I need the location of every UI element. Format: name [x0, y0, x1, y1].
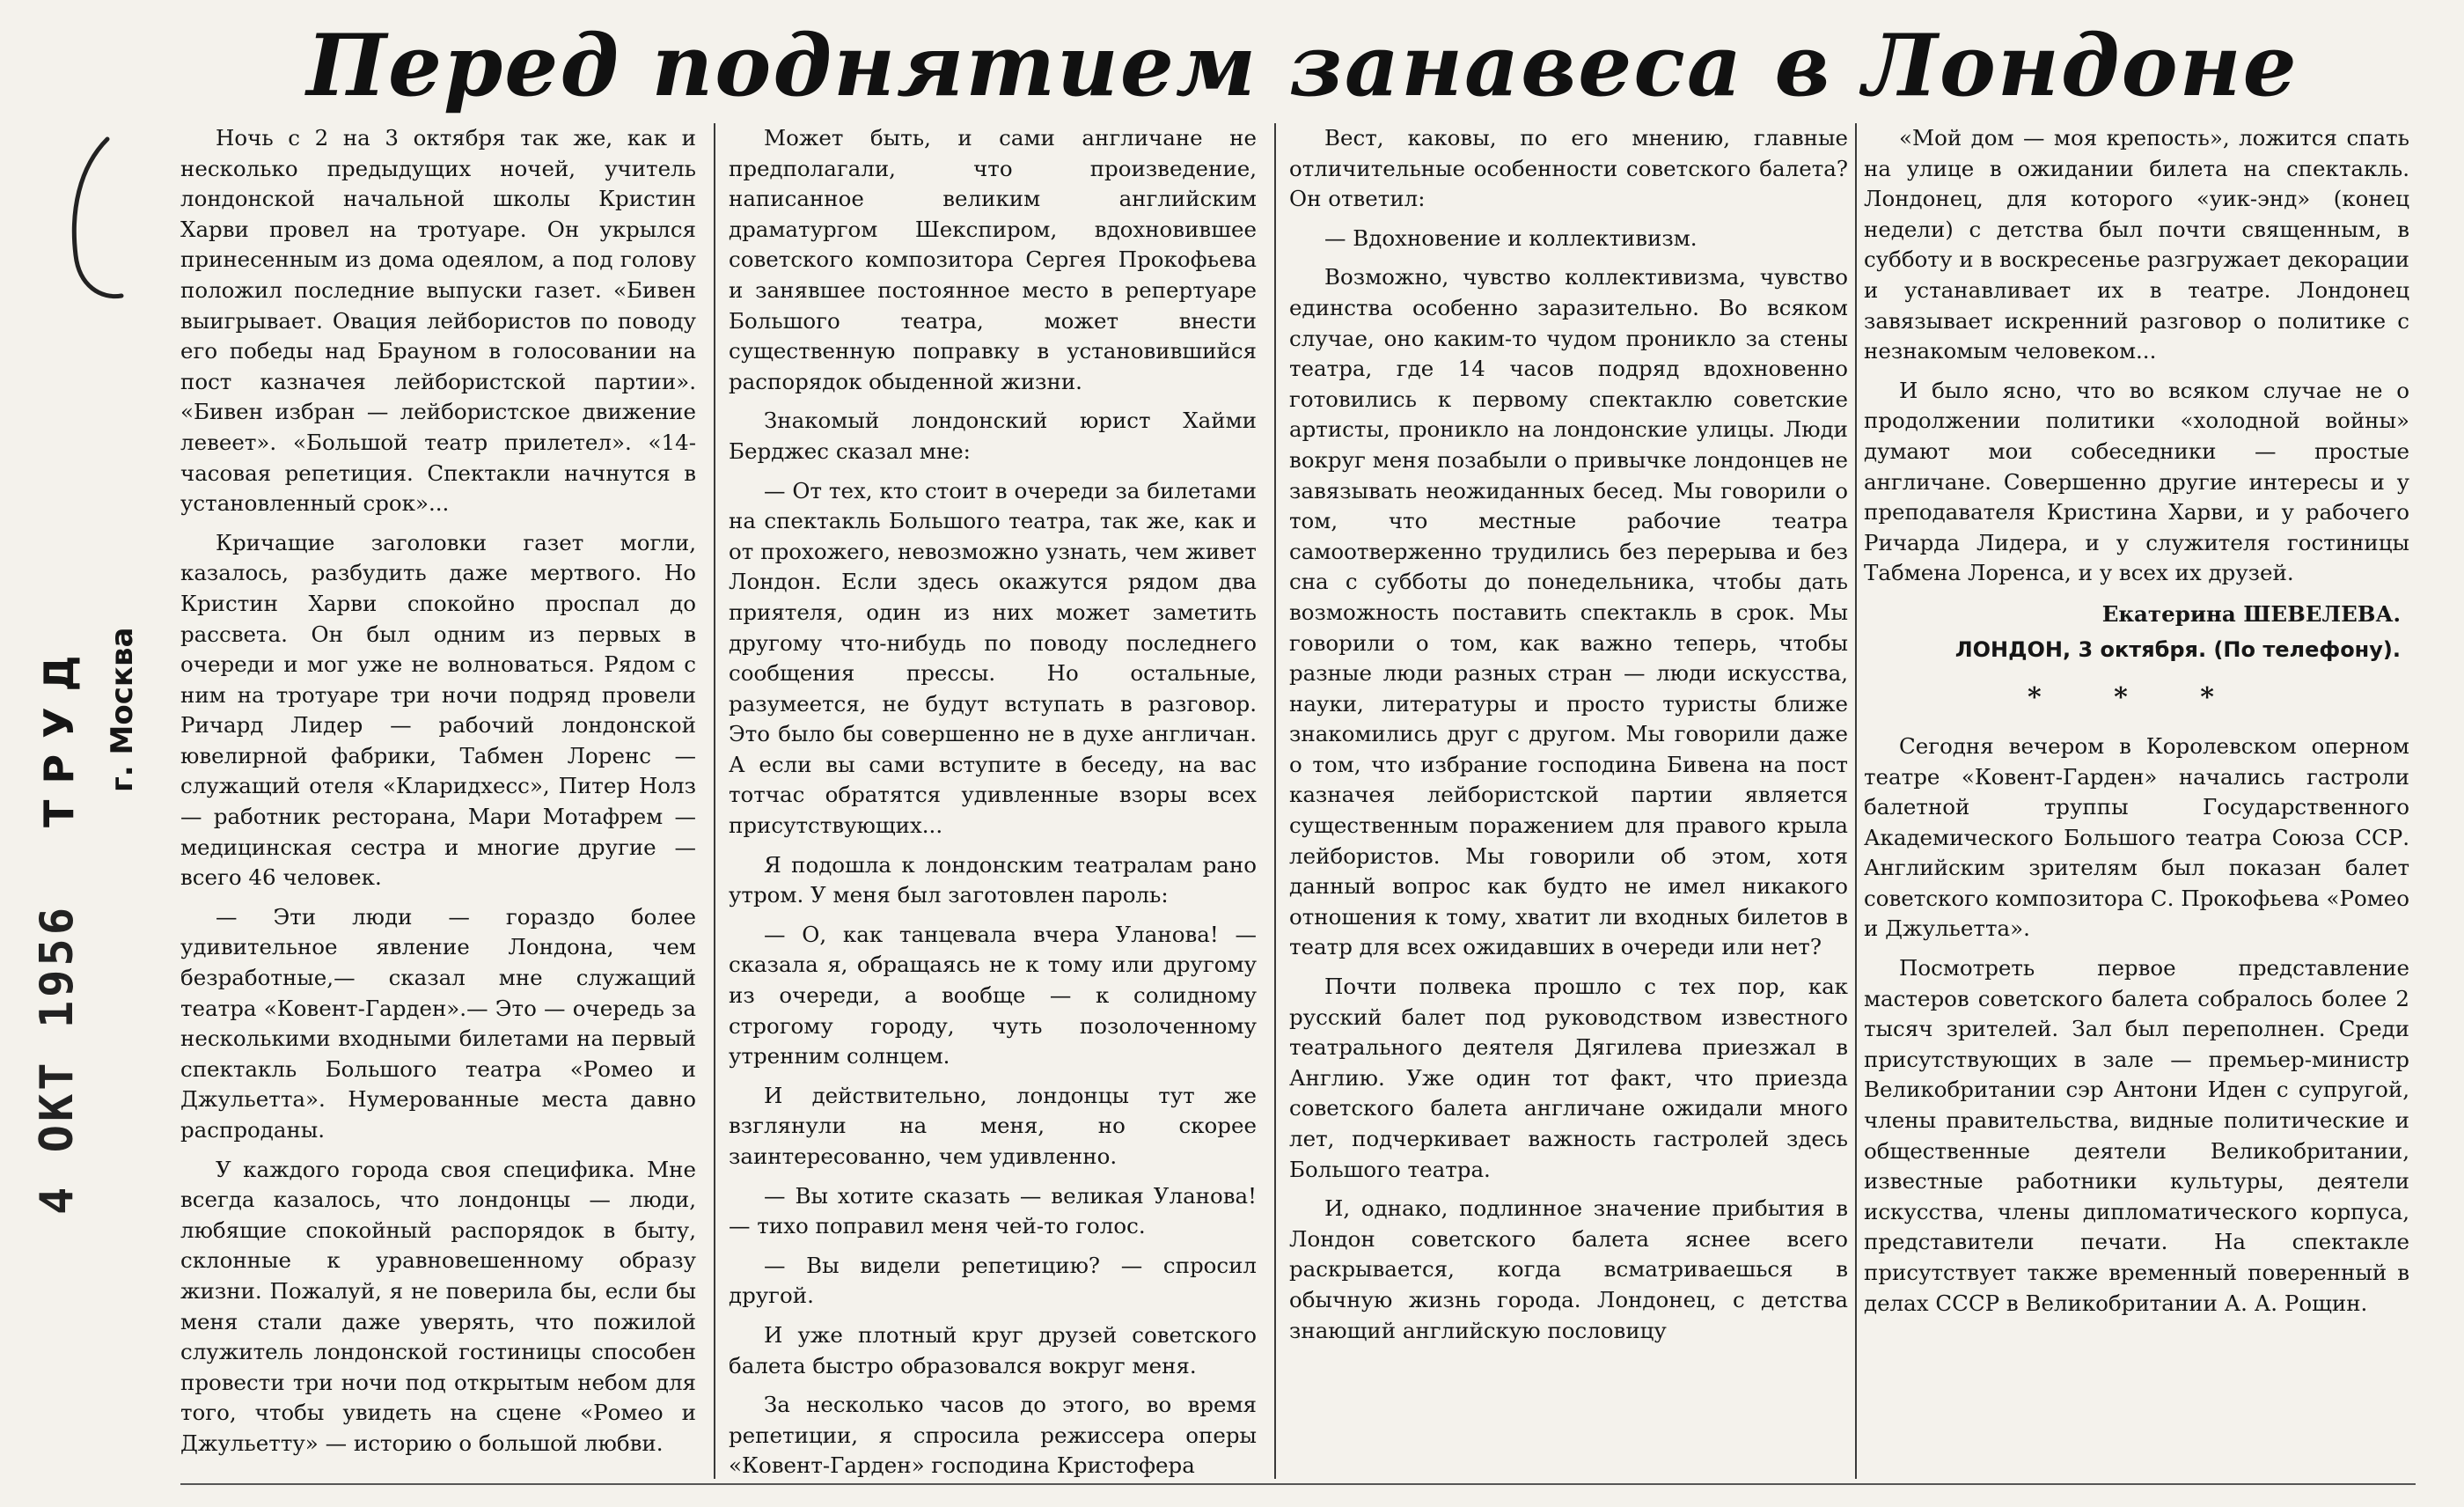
column-divider	[1274, 123, 1276, 1479]
paragraph: Кричащие заголовки газет могли, казалось, разбудить даже мертвого. Но Кристин Харви спокойно проспал до рассвета. Он был одним из первых в очереди и мог уже не волноваться. Рядом с ним на тротуаре три ночи подряд провели Ричард Лидер — рабочий лондонской ювелирной фабрики, Табмен Лоренс — служащий отеля «Кларидхесс», Питер Нолз — работник ресторана, Мари Мотафрем — медицинская сестра и многие другие — всего 46 человек.	[180, 529, 696, 891]
headline: Перед поднятием занавеса в Лондоне	[306, 16, 2299, 115]
paragraph: «Мой дом — моя крепость», ложится спать на улице в ожидании билета на спектакль. Лондонец, для которого «уик-энд» (конец недели) с детства был почти священным, в субботу и в воскресенье разгружает декорации и устанавливает их в театре. Лондонец завязывает искренний разговор о политике с незнакомым человеком...	[1864, 125, 2409, 364]
paragraph: Может быть, и сами англичане не предполагали, что произведение, написанное великим английским драматургом Шекспиром, вдохновившее советского композитора Сергея Прокофьева и занявшее постоянное место в репертуаре Большого театра, может внести существенную поправку в установившийся распорядок обыденной жизни.	[729, 125, 1257, 394]
paragraph: — Вы видели репетицию? — спросил другой.	[729, 1252, 1257, 1309]
paragraph: И действительно, лондонцы тут же взглянули на меня, но скорее заинтересованно, чем удивленно.	[729, 1082, 1257, 1169]
bottom-border	[180, 1483, 2416, 1485]
article-column-1	[180, 123, 696, 1479]
paragraph: — Вы хотите сказать — великая Уланова! — тихо поправил меня чей-то голос.	[729, 1182, 1257, 1239]
author-signature: Екатерина ШЕВЕЛЕВА.	[2101, 600, 2401, 627]
paragraph: — От тех, кто стоит в очереди за билетами на спектакль Большого театра, так же, как и от прохожего, невозможно узнать, чем живет Лондон. Если здесь окажутся рядом два приятеля, один из них может заметить другому что-нибудь по поводу последнего сообщения прессы. Но остальные, разумеется, не будут вступать в разговор. Это было бы совершенно не в духе англичан. А если вы сами вступите в беседу, на вас тотчас обратятся удивленные взоры всех присутствующих...	[729, 477, 1257, 839]
paragraph: — О, как танцевала вчера Уланова! — сказала я, обращаясь не к тому или другому из очереди, а вообще — к солидному строгому городу, чуть позолоченному утренним солнцем.	[729, 921, 1257, 1070]
article-column-2	[729, 123, 1257, 1479]
paragraph: И, однако, подлинное значение прибытия в Лондон советского балета яснее всего раскрывается, когда всматриваешься в обычную жизнь города. Лондонец, с детства знающий английскую пословицу	[1289, 1195, 1848, 1343]
paragraph: Сегодня вечером в Королевском оперном театре «Ковент-Гарден» начались гастроли балетной труппы Государственного Академического Большого театра Союза ССР. Английским зрителям был показан балет советского композитора С. Прокофьева «Ромео и Джульетта».	[1864, 732, 2409, 942]
paragraph: Я подошла к лондонским театралам рано утром. У меня был заготовлен пароль:	[729, 851, 1257, 908]
paragraph: Вест, каковы, по его мнению, главные отличительные особенности советского балета? Он ответил:	[1289, 125, 1848, 212]
paragraph: Ночь с 2 на 3 октября так же, как и несколько предыдущих ночей, учитель лондонской начальной школы Кристин Харви провел на тротуаре. Он укрылся принесенным из дома одеялом, а под голову положил последние выпуски газет. «Бивен выигрывает. Овация лейбористов по поводу его победы над Брауном в голосовании на пост казначея лейбористской партии». «Бивен избран — лейбористское движение левеет». «Большой театр прилетел». «14-часовая репетиция. Спектакли начнутся в установленный срок»...	[180, 125, 696, 517]
paragraph: И уже плотный круг друзей советского балета быстро образовался вокруг меня.	[729, 1321, 1257, 1378]
handwritten-mark	[53, 132, 132, 308]
paragraph: И было ясно, что во всяком случае не о продолжении политики «холодной войны» думают мои собеседники — простые англичане. Совершенно другие интересы и у преподавателя Кристина Харви, и у рабочего Ричарда Лидера, и у служителя гостиницы Табмена Лоренса, и у всех их друзей.	[1864, 377, 2409, 586]
paragraph: — Эти люди — гораздо более удивительное явление Лондона, чем безработные,— сказал мне служащий театра «Ковент-Гарден».— Это — очередь за несколькими входными билетами на первый спектакль Большого театра «Ромео и Джульетта». Нумерованные места давно распроданы.	[180, 903, 696, 1143]
paragraph: За несколько часов до этого, во время репетиции, я спросила режиссера оперы «Ковент-Гарден» господина Кристофера	[729, 1392, 1257, 1479]
article-column-3	[1289, 123, 1848, 1479]
newspaper-name: ТРУД	[35, 639, 83, 827]
clipping-stamp	[9, 528, 176, 1496]
paragraph: Почти полвека прошло с тех пор, как русский балет под руководством известного театрального деятеля Дягилева приезжал в Англию. Уже один тот факт, что приезда советского балета англичане ожидали много лет, подчеркивает важность гастролей здесь Большого театра.	[1289, 974, 1848, 1182]
column-divider	[714, 123, 715, 1479]
paragraph: Возможно, чувство коллективизма, чувство единства особенно заразительно. Во всяком случае, оно каким-то чудом проникло за стены театра, где 14 часов подряд вдохновенно готовились к первому спектаклю советские артисты, проникло на лондонские улицы. Люди вокруг меня позабыли о привычке лондонцев не завязывать неожиданных бесед. Мы говорили о том, что местные рабочие театра самоотверженно трудились без перерыва и без сна с субботы до понедельника, чтобы дать возможность поставить спектакль в срок. Мы говорили о том, как важно теперь, чтобы разные люди разных стран — люди искусства, науки, литературы и просто туристы ближе знакомились друг с другом. Мы говорили даже о том, что избрание господина Бивена на пост казначея лейбористской партии является существенным поражением для правого крыла лейбористов. Мы говорили об этом, хотя данный вопрос как будто не имел никакого отношения к тому, хватит ли входных билетов в театр для всех ожидавших в очереди или нет?	[1289, 264, 1848, 960]
article-column-4	[1864, 123, 2409, 1479]
date-stamp: 4 ОКТ 1956	[31, 903, 84, 1215]
paragraph: Посмотреть первое представление мастеров советского балета собралось более 2 тысяч зрителей. Зал был переполнен. Среди присутствующих в зале — премьер-министр Великобритании сэр Антони Иден с супругой, члены правительства, видные политические и общественные деятели Великобритании, известные работники культуры, деятели искусства, члены дипломатического корпуса, представители печати. На спектакле присутствует также временный поверенный в делах СССР в Великобритании А. А. Рощин.	[1864, 955, 2409, 1316]
column-divider	[1855, 123, 1857, 1479]
paragraph: — Вдохновение и коллективизм.	[1324, 224, 1698, 251]
newspaper-city: г. Москва	[105, 627, 140, 792]
paragraph: У каждого города своя специфика. Мне всегда казалось, что лондонцы — люди, любящие спокойный распорядок в быту, склонные к уравновешенному образу жизни. Пожалуй, я не поверила бы, если бы меня стали даже уверять, что пожилой служитель лондонской гостиницы способен провести три ночи под открытым небом для того, чтобы увидеть на сцене «Ромео и Джульетту» — историю о большой любви.	[180, 1156, 696, 1456]
dateline: ЛОНДОН, 3 октября. (По телефону).	[1954, 636, 2401, 662]
section-separator: * * *	[2028, 681, 2246, 713]
paragraph: Знакомый лондонский юрист Хайми Берджес сказал мне:	[729, 408, 1257, 464]
